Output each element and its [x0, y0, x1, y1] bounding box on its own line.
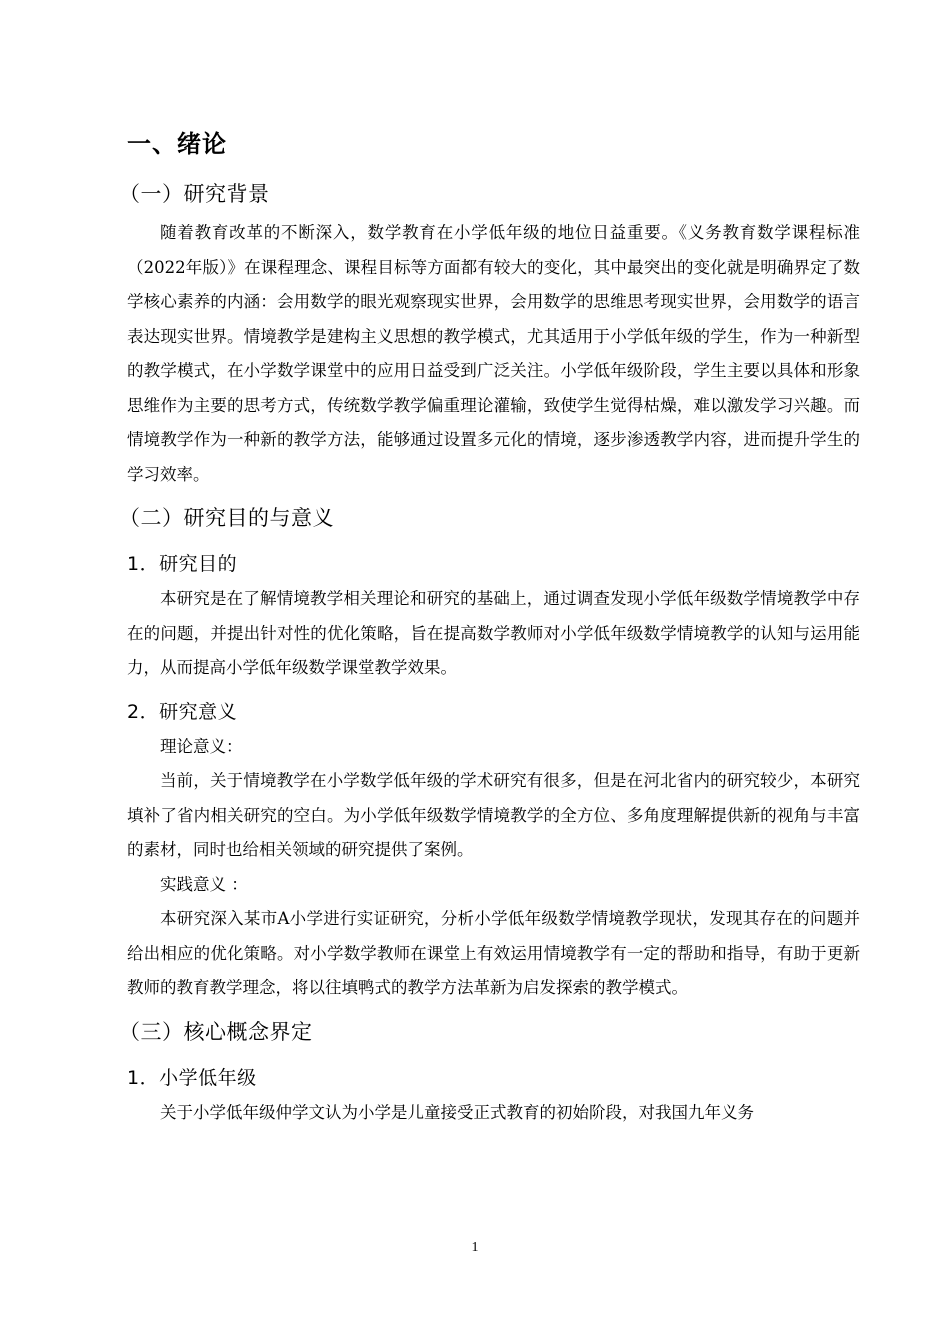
background-paragraph: 随着教育改革的不断深入，数学教育在小学低年级的地位日益重要。《义务教育数学课程标准（2022年版）》在课程理念、课程目标等方面都有较大的变化，其中最突出的变化就是明确界定了数学核心素养的内涵：会用数学的眼光观察现实世界，会用数学的思维思考现实世界，会用数学的语言表达现实世界。情境教学是建构主义思想的教学模式，尤其适用于小学低年级的学生，作为一种新型的教学模式，在小学数学课堂中的应用日益受到广泛关注。小学低年级阶段，学生主要以具体和形象思维作为主要的思考方式，传统数学教学偏重理论灌输，致使学生觉得枯燥，难以激发学习兴趣。而情境教学作为一种新的教学方法，能够通过设置多元化的情境，逐步渗透教学内容，进而提升学生的学习效率。	[127, 223, 860, 484]
purpose-paragraph: 本研究是在了解情境教学相关理论和研究的基础上，通过调查发现小学低年级数学情境教学中存在的问题，并提出针对性的优化策略，旨在提高数学教师对小学低年级数学情境教学的认知与运用能力，从而提高小学低年级数学课堂教学效果。	[127, 589, 860, 677]
practice-label: 实践意义 ：	[160, 874, 248, 894]
subheading-significance: 2．研究意义	[127, 700, 238, 723]
section-heading-purpose: （二）研究目的与意义	[119, 506, 334, 530]
section-heading-concepts: （三）核心概念界定	[119, 1019, 313, 1044]
chapter-heading: 一、绪论	[127, 130, 227, 158]
page-number: 1	[471, 1240, 479, 1255]
subheading-lower-grades: 1．小学低年级	[127, 1066, 257, 1089]
concept-paragraph: 关于小学低年级仲学文认为小学是儿童接受正式教育的初始阶段，对我国九年义务	[160, 1102, 754, 1122]
page-content	[119, 122, 860, 1130]
theory-label: 理论意义：	[160, 736, 243, 756]
theory-paragraph: 当前，关于情境教学在小学数学低年级的学术研究有很多，但是在河北省内的研究较少，本研究填补了省内相关研究的空白。为小学低年级数学情境教学的全方位、多角度理解提供新的视角与丰富的素材，同时也给相关领域的研究提供了案例。	[127, 771, 860, 859]
practice-paragraph: 本研究深入某市A小学进行实证研究，分析小学低年级数学情境教学现状，发现其存在的问题并给出相应的优化策略。对小学数学教师在课堂上有效运用情境教学有一定的帮助和指导，有助于更新教师的教育教学理念，将以往填鸭式的教学方法革新为启发探索的教学模式。	[127, 909, 860, 997]
subheading-purpose: 1．研究目的	[127, 553, 238, 575]
section-heading-background: （一）研究背景	[119, 182, 270, 206]
